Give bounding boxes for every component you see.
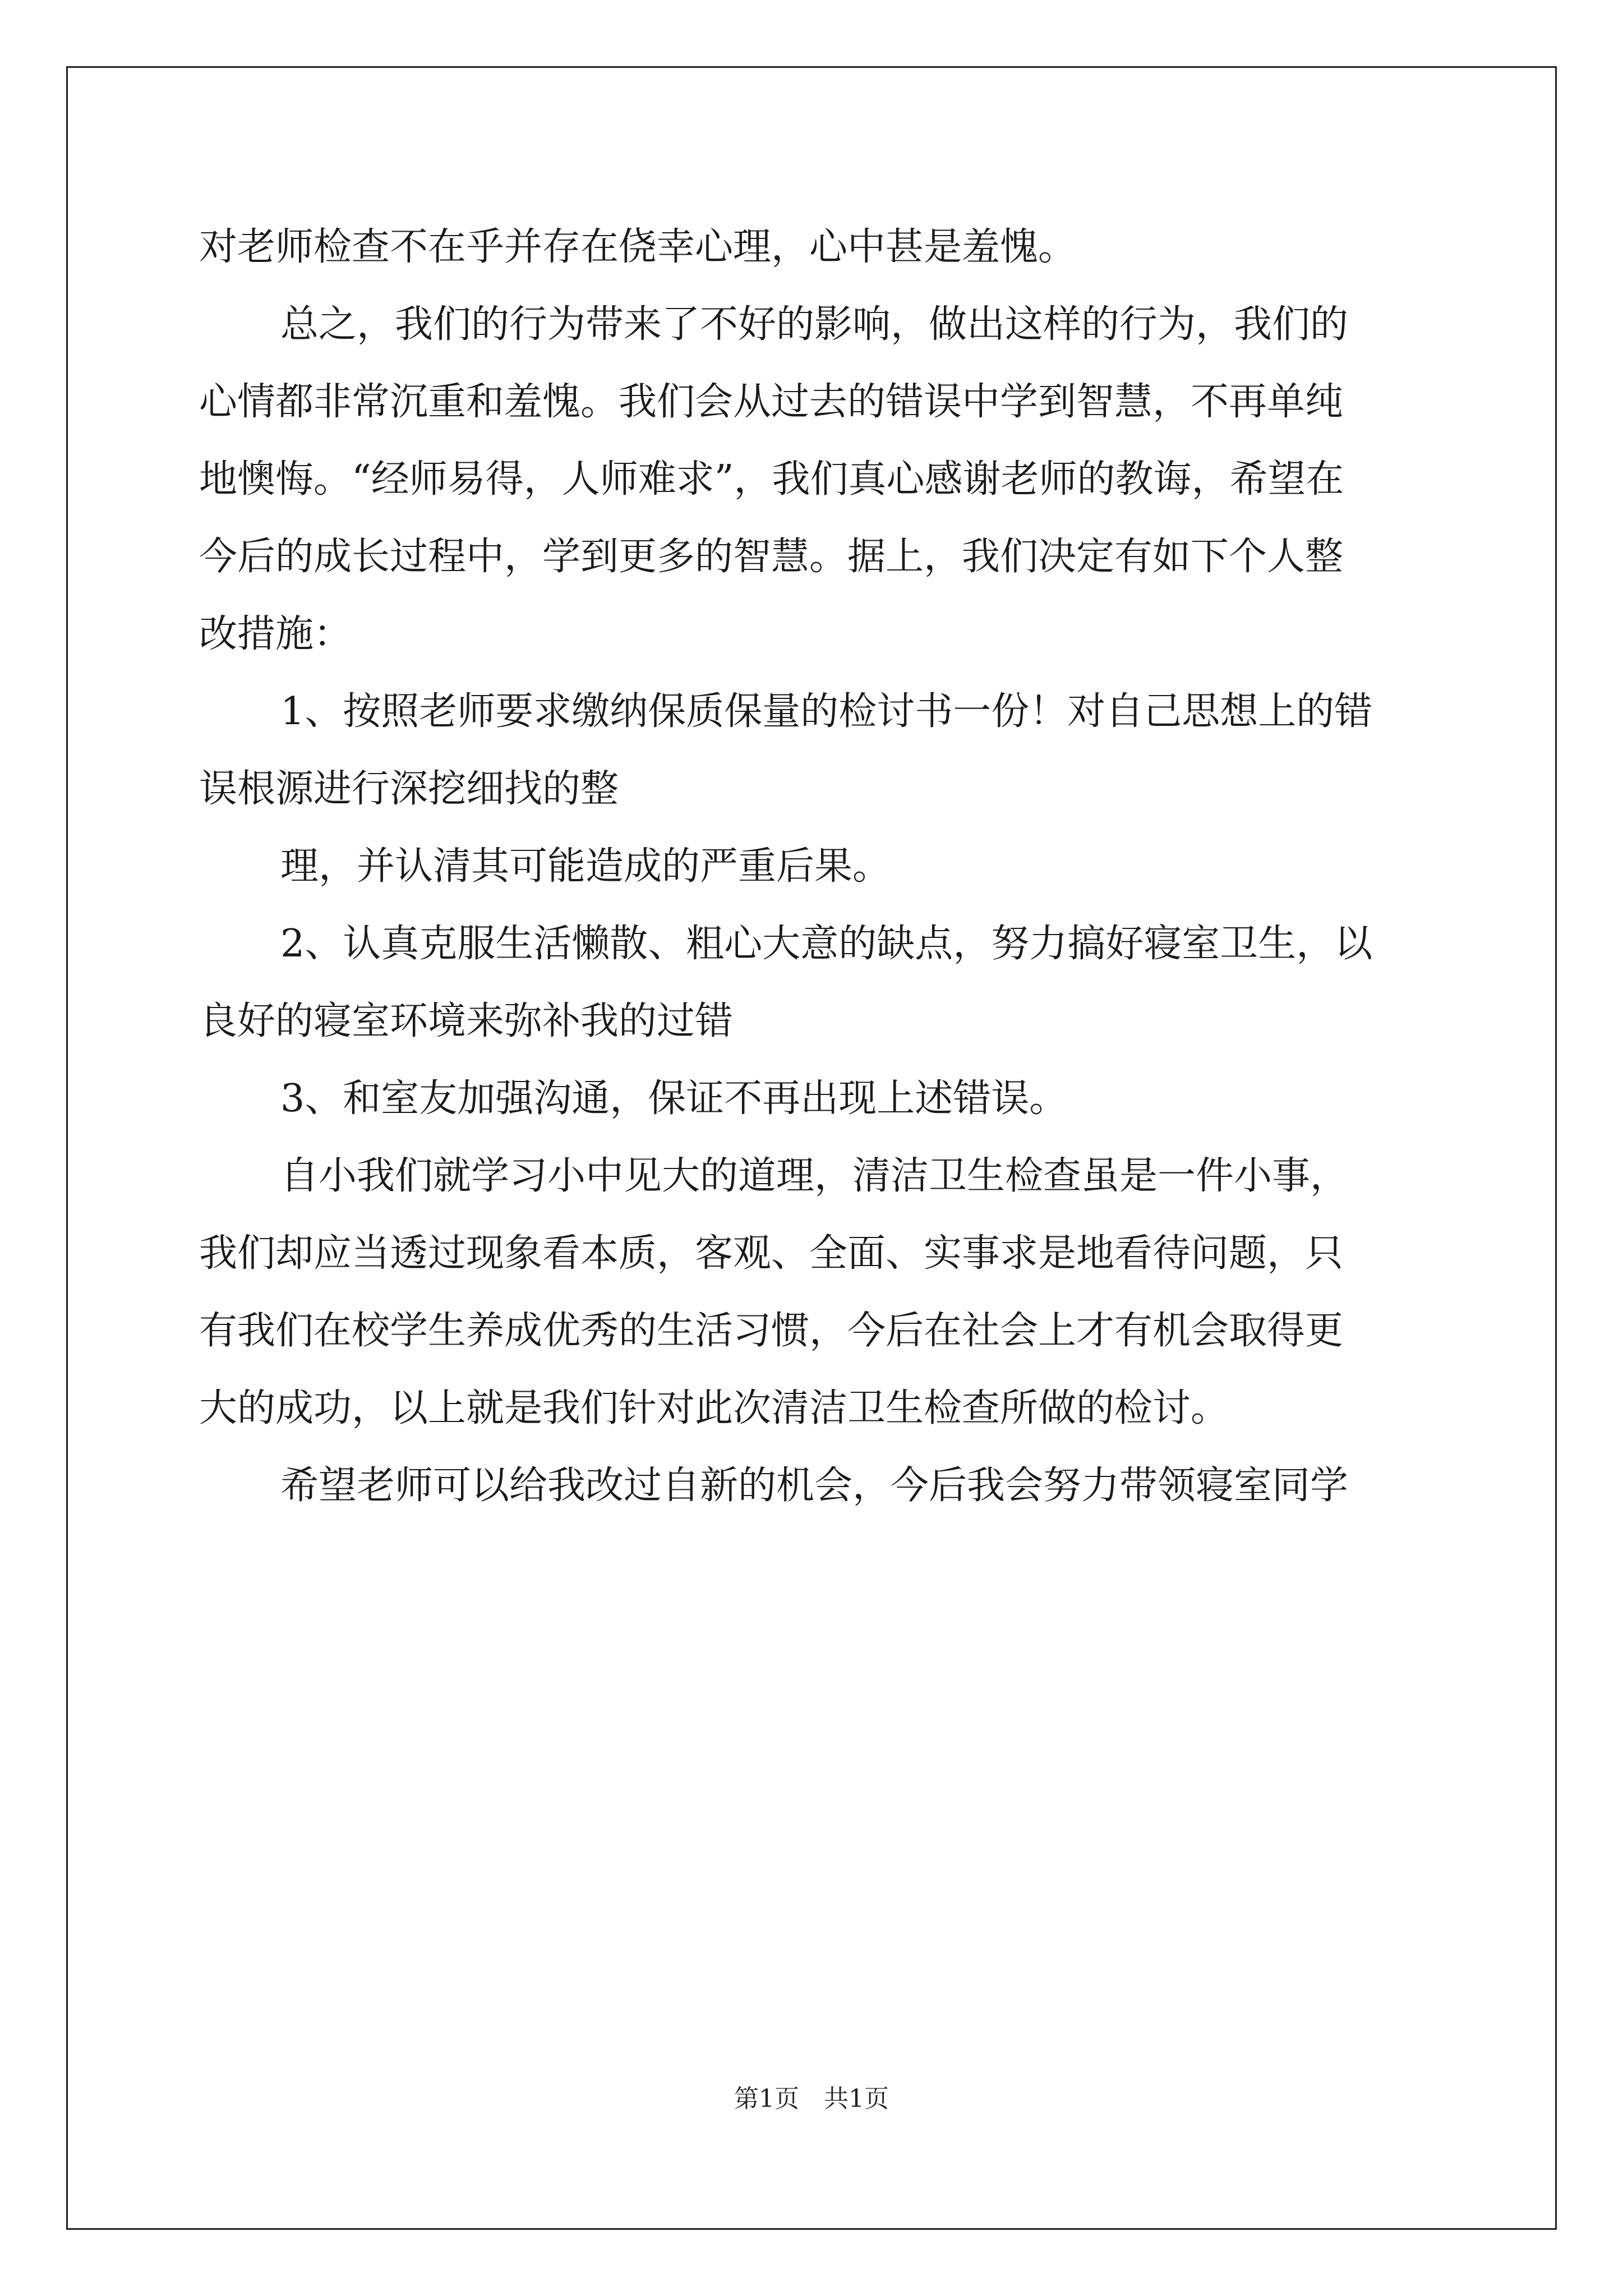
text-line: 大的成功，以上就是我们针对此次清洁卫生检查所做的检讨。 [199, 1386, 1229, 1430]
page-footer: 第1页 共1页 [734, 2085, 889, 2113]
text-line: 误根源进行深挖细找的整 [199, 767, 619, 811]
text-line: 总之，我们的行为带来了不好的影响，做出这样的行为，我们的 [280, 302, 1349, 347]
document-body [199, 209, 1427, 1525]
text-line: 我们却应当透过现象看本质，客观、全面、实事求是地看待问题，只 [199, 1231, 1344, 1276]
text-line: 地懊悔。“经师易得，人师难求”，我们真心感谢老师的教诲，希望在 [199, 457, 1344, 501]
text-line: 今后的成长过程中，学到更多的智慧。据上，我们决定有如下个人整 [199, 535, 1344, 579]
text-line: 1、按照老师要求缴纳保质保量的检讨书一份！对自己思想上的错 [280, 689, 1373, 734]
text-line: 3、和室友加强沟通，保证不再出现上述错误。 [280, 1076, 1068, 1121]
text-line: 理，并认清其可能造成的严重后果。 [280, 844, 891, 889]
text-line: 有我们在校学生养成优秀的生活习惯，今后在社会上才有机会取得更 [199, 1309, 1344, 1353]
text-line: 良好的寝室环境来弥补我的过错 [199, 999, 734, 1043]
text-line: 希望老师可以给我改过自新的机会，今后我会努力带领寝室同学 [280, 1464, 1349, 1508]
text-line: 改措施： [199, 612, 352, 656]
text-line: 心情都非常沉重和羞愧。我们会从过去的错误中学到智慧，不再单纯 [199, 380, 1344, 424]
text-line: 自小我们就学习小中见大的道理，清洁卫生检查虽是一件小事， [280, 1154, 1349, 1198]
text-line: 2、认真克服生活懒散、粗心大意的缺点，努力搞好寝室卫生，以 [280, 922, 1373, 966]
text-line: 对老师检查不在乎并存在侥幸心理，心中甚是羞愧。 [199, 225, 1077, 269]
